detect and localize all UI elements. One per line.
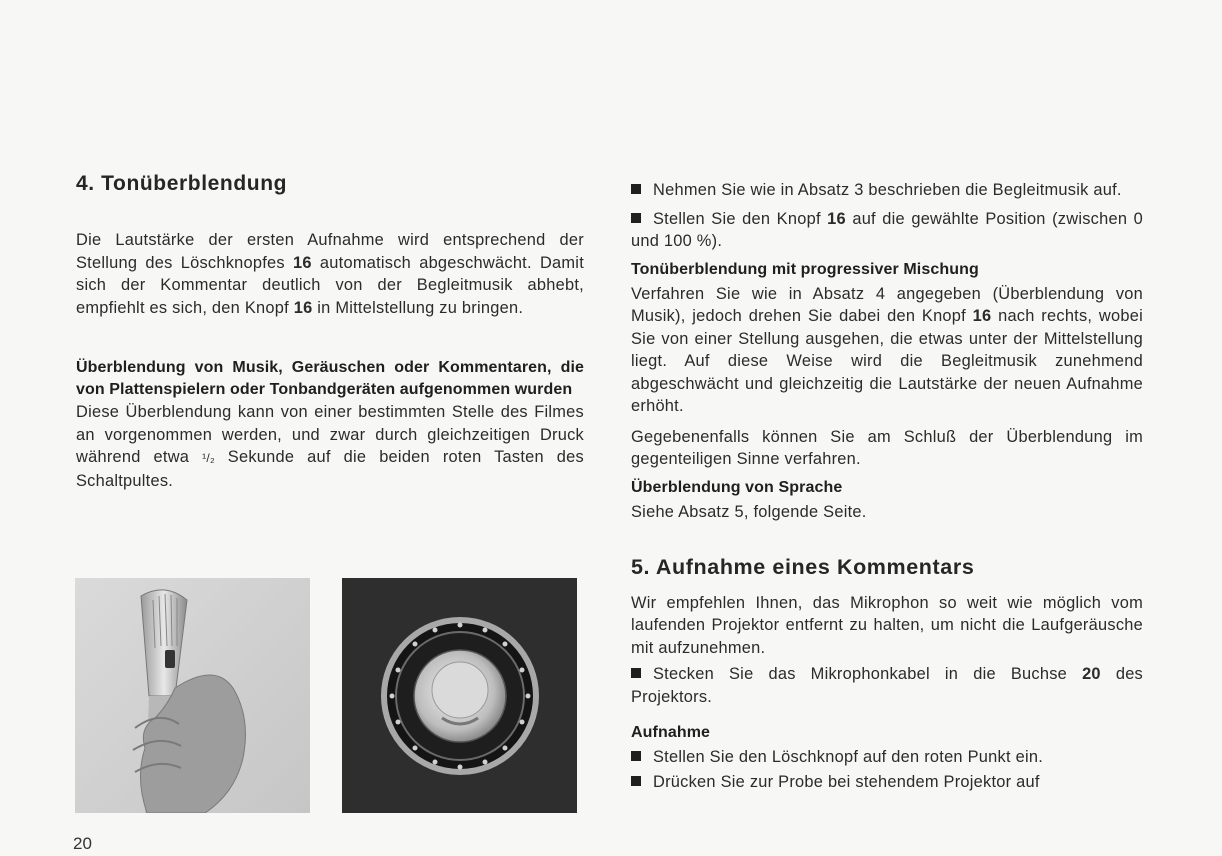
microphone-advice-paragraph: Wir empfehlen Ihnen, das Mikrophon so weit wie möglich vom laufenden Projektor entfernt zu halten, um nicht die Laufgeräusche mit aufzunehmen. bbox=[631, 593, 1143, 657]
knob-number: 16 bbox=[827, 209, 846, 228]
knob-number: 16 bbox=[293, 253, 312, 272]
knob-number: 16 bbox=[972, 307, 992, 325]
bullet-item bbox=[631, 179, 1143, 202]
square-bullet-icon bbox=[631, 668, 641, 678]
body-paragraph bbox=[76, 401, 584, 492]
bullet-text: des Projektors. bbox=[631, 665, 1144, 706]
microphone-in-hand-image bbox=[75, 578, 310, 813]
subheading-speech-fade: Überblendung von Sprache bbox=[631, 478, 843, 496]
volume-knob-image bbox=[342, 578, 577, 813]
knob-photo bbox=[342, 578, 577, 813]
right-column bbox=[631, 179, 1143, 799]
square-bullet-icon bbox=[631, 776, 641, 786]
body-text-2: Sekunde auf die beiden roten Tasten des Schaltpultes. bbox=[76, 448, 584, 490]
bullet-text: Stecken Sie das Mikrophonkabel in die Buchse bbox=[653, 665, 1083, 684]
progressive-paragraph bbox=[631, 283, 1143, 418]
section-title-4: 4. Tonüberblendung bbox=[76, 172, 288, 195]
intro-paragraph bbox=[76, 229, 584, 319]
knob-number: 16 bbox=[293, 298, 313, 317]
bullet-text: Stellen Sie den Löschknopf auf den roten Punkt ein. bbox=[653, 748, 1043, 767]
half-fraction: ¹/₂ bbox=[202, 451, 215, 466]
left-column bbox=[76, 172, 584, 492]
intro-text-1: Die Lautstärke der ersten Aufnahme wird entsprechend der Stellung des Löschknopfes bbox=[76, 231, 584, 272]
bullet-item bbox=[631, 771, 1143, 794]
section-title-5: 5. Aufnahme eines Kommentars bbox=[631, 555, 975, 579]
subheading-progressive-mix: Tonüberblendung mit progressiver Mischung bbox=[631, 260, 979, 278]
bullet-item bbox=[631, 663, 1143, 708]
subheading-recording: Aufnahme bbox=[631, 724, 711, 742]
square-bullet-icon bbox=[631, 184, 641, 194]
intro-text-2: automatisch abgeschwächt. Damit sich der Kommentar deutlich von der Begleitmusik abhebt, empfiehlt es sich, den Knopf bbox=[76, 253, 584, 317]
square-bullet-icon bbox=[631, 751, 641, 761]
page-number: 20 bbox=[73, 834, 92, 853]
bullet-text: auf die gewählte Position (zwischen 0 und 100 %). bbox=[631, 209, 1143, 250]
microphone-photo bbox=[75, 578, 310, 813]
bullet-text: Stellen Sie den Knopf bbox=[653, 209, 828, 228]
bullet-item bbox=[631, 746, 1143, 769]
bullet-text: Nehmen Sie wie in Absatz 3 beschrieben die Begleitmusik auf. bbox=[653, 181, 1122, 199]
para-text: nach rechts, wobei Sie von einer Stellung ausgehen, die etwas unter der Mittelstellung liegt. Auf diese Weise wird die Begleitmusik zunehmend abgeschwächt und gleichzeitig die Lautstärke der neuen Aufnahme erhöht. bbox=[631, 307, 1143, 415]
reference-paragraph: Siehe Absatz 5, folgende Seite. bbox=[631, 502, 867, 521]
body-text-1: Diese Überblendung kann von einer bestimmten Stelle des Filmes an vorgenommen werden, und zwar durch gleichzeitigen Druck während etwa bbox=[76, 403, 584, 467]
reverse-paragraph: Gegebenenfalls können Sie am Schluß der Überblendung im gegenteiligen Sinne verfahren. bbox=[631, 427, 1143, 468]
square-bullet-icon bbox=[631, 213, 641, 223]
bullet-text: Drücken Sie zur Probe bei stehendem Projektor auf bbox=[653, 772, 1040, 791]
subheading-music-fade: Überblendung von Musik, Geräuschen oder Kommentaren, die von Plattenspielern oder Tonbandgeräten aufgenommen wurden bbox=[76, 359, 584, 399]
socket-number: 20 bbox=[1082, 665, 1101, 684]
bullet-item bbox=[631, 208, 1143, 253]
para-text: Verfahren Sie wie in Absatz 4 angegeben (Überblendung von Musik), jedoch drehen Sie dabei den Knopf bbox=[631, 284, 1143, 325]
intro-text-3: in Mittelstellung zu bringen. bbox=[312, 298, 524, 317]
